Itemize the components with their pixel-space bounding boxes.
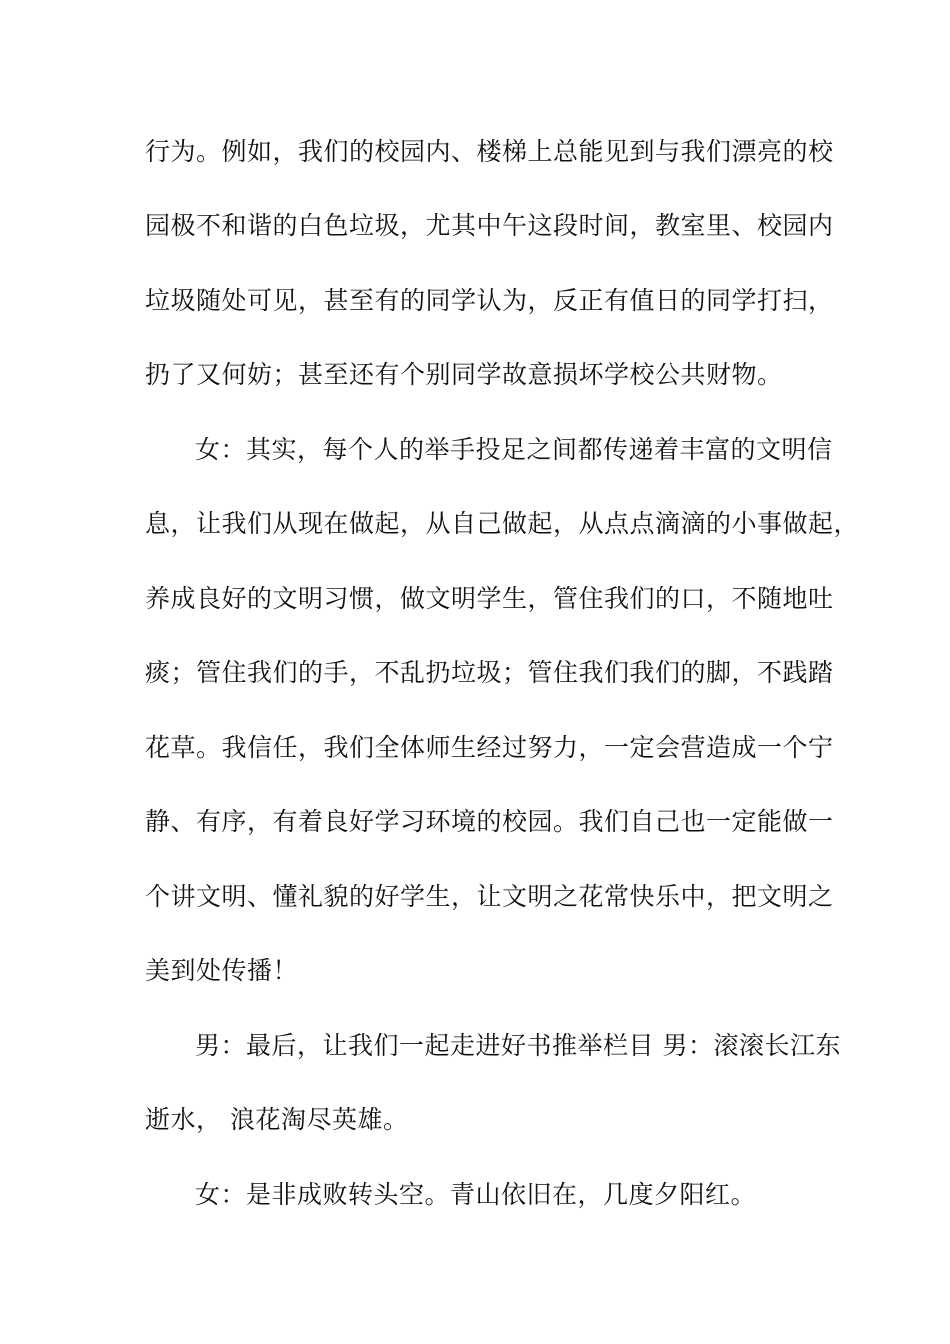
paragraph-2-line-5: 花草。我信任，我们全体师生经过努力，一定会营造成一个宁 <box>145 733 834 762</box>
paragraph-2-line-1: 女：其实，每个人的举手投足之间都传递着丰富的文明信 <box>195 435 833 464</box>
paragraph-2-line-8: 美到处传播！ <box>145 956 299 985</box>
paragraph-2-line-7: 个讲文明、懂礼貌的好学生，让文明之花常快乐中，把文明之 <box>145 882 834 911</box>
paragraph-2-line-4: 痰；管住我们的手，不乱扔垃圾；管住我们我们的脚，不践踏 <box>145 658 834 687</box>
text-line-4: 扔了又何妨；甚至还有个别同学故意损坏学校公共财物。 <box>145 360 783 389</box>
paragraph-4-line-1: 女：是非成败转头空。青山依旧在，几度夕阳红。 <box>195 1180 757 1209</box>
paragraph-3-line-1: 男：最后，让我们一起走进好书推举栏目 男：滚滚长江东 <box>195 1031 841 1060</box>
paragraph-3-line-2: 逝水， 浪花淘尽英雄。 <box>145 1105 409 1134</box>
paragraph-2-line-6: 静、有序，有着良好学习环境的校园。我们自己也一定能做一 <box>145 807 834 836</box>
text-line-2: 园极不和谐的白色垃圾，尤其中午这段时间，教室里、校园内 <box>145 211 834 240</box>
text-line-3: 垃圾随处可见，甚至有的同学认为，反正有值日的同学打扫， <box>145 286 834 315</box>
paragraph-2-line-3: 养成良好的文明习惯，做文明学生，管住我们的口，不随地吐 <box>145 584 834 613</box>
paragraph-2-line-2: 息，让我们从现在做起，从自己做起，从点点滴滴的小事做起， <box>145 509 860 538</box>
text-line-1: 行为。例如，我们的校园内、楼梯上总能见到与我们漂亮的校 <box>145 137 834 166</box>
